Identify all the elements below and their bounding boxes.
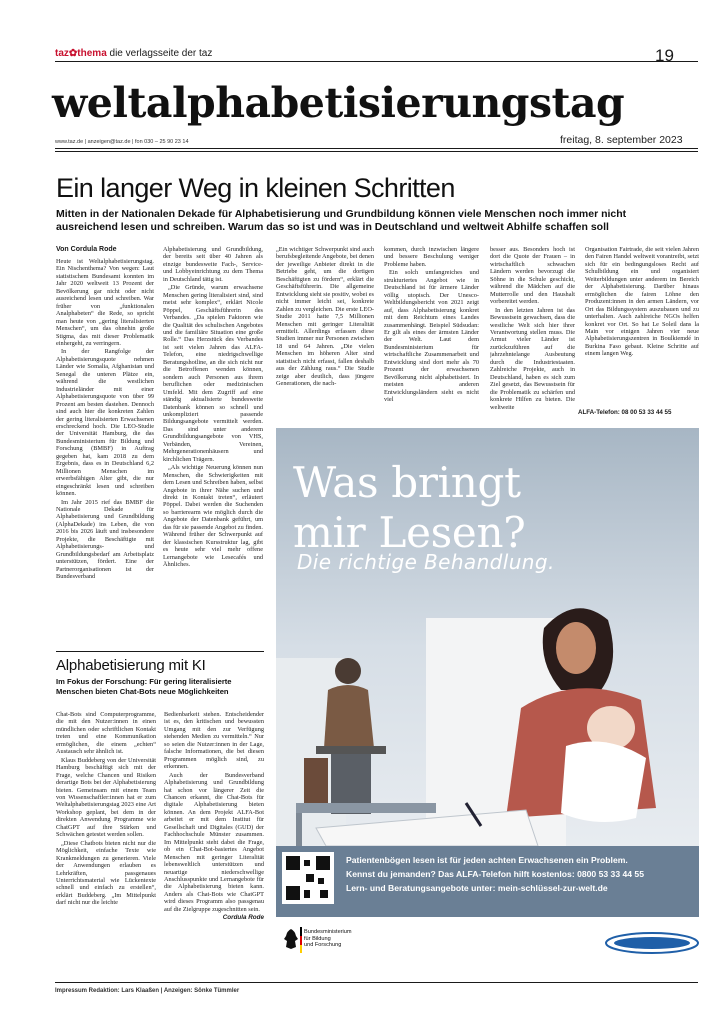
impressum: Impressum Redaktion: Lars Klaaßen | Anzeigen: Sönke Tümmler xyxy=(55,988,240,994)
brand-subtitle: die verlagsseite der taz xyxy=(106,48,213,59)
header-rule xyxy=(55,61,698,62)
brand-thema: thema xyxy=(77,48,107,59)
article-column-2 xyxy=(163,246,263,643)
brand-taz: taz xyxy=(55,48,69,59)
paragraph: Ein solch umfangreiches und strukturiertes Angebot wie in Deutschland ist für ärmere Länder völlig utopisch. Der Unesco-Weltbildungsbericht von 2021 zeigt auf, dass Alphabetisierung konkret mit dem Reichtum eines Landes zusammenhängt. Beispiel Südsudan: Er gilt als eines der ärmsten Länder der Welt. Laut dem Bundesministerium für wirtschaftliche Zusammenarbeit und Entwicklung sind dort mehr als 70 Prozent der erwachsenen Bevölkerung nicht alphabetisiert. In meisten anderen Entwicklungsländern sieht es nicht viel xyxy=(384,269,479,404)
ad-headline-line-1: Was bringt xyxy=(293,458,521,507)
contact-line: www.taz.de | anzeigen@taz.de | fon 030 – 25 90 23 14 xyxy=(55,139,189,145)
paragraph: kommen, durch inzwischen längere und bessere Beschulung weniger Probleme haben. xyxy=(384,246,479,268)
ki-article-title: Alphabetisierung mit KI xyxy=(56,657,206,674)
paragraph: Organisation Fairtrade, die seit vielen Jahren den Fairen Handel weltweit vorantreibt, setzt sich für ein bedingungsloses Recht auf Schulbildung ein und organisiert Weiterbildungen unter anderem im Bereich der Alphabetisierung. Darüber hinaus ermöglichen die fairen Löhne den Produzent:innen in den armen Ländern, vor Ort das Bildungssystem auszubauen und zu unterhalten. Auch zahlreiche NGOs helfen konkret vor Ort. So hat Le Soleil dans la Main vor einigen Jahren vier neue Alphabetisierungszentren in Boulkiemdé in Burkina Faso gebaut. Kleine Schritte auf einem langen Weg. xyxy=(585,246,699,358)
article-column-3 xyxy=(276,246,374,424)
paragraph: Heute ist Weltalphabetisierungstag. Ein Nischenthema? Von wegen: Laut statistischem Bundesamt konnten im Jahr 2020 weltweit 13 Prozent der Bevölkerung gar nicht oder nicht ausreichend lesen und schreiben. War früher von „funktionalen Analphabeten“ die Rede, so spricht man heute von „gering literalisierten Menschen“, um das ohnehin große Stigma, das mit dieser Problematik einhergeht, zu verringern. xyxy=(56,258,154,347)
bmbf-line: Bundesministerium xyxy=(304,929,352,935)
paragraph: In der Rangfolge der Alphabetisierungsquote nehmen Länder wie Somalia, Afghanistan und Senegal die unteren Plätze ein, während die westlichen Industrieländer mit einer Alphabetisierungsquote von über 99 Prozent am besten dastehen. Dennoch sind auch hier die konkreten Zahlen der gering literalisierten Erwachsenen erschreckend hoch. Die LEO-Studie der Universität Hamburg, die das Bundesministerium für Bildung und Forschung (BMBF) in Auftrag gegeben hat, kam 2018 zu dem Ergebnis, dass es in Deutschland 6,2 Millionen Menschen im erwerbsfähigen Alter gibt, die nur eingeschränkt lesen und schreiben können. xyxy=(56,348,154,498)
ki-column-2 xyxy=(164,711,264,976)
federal-eagle-icon xyxy=(283,927,299,951)
paragraph: „Die Gründe, warum erwachsene Menschen gering literalisiert sind, sind meist sehr komplex“, erklärt Nicole Pöppel, Geschäftsführerin des Verbandes. „Da spielen Faktoren wie die Qualität des schulischen Angebotes und die familiäre Situation eine große Rolle.“ Das Herzstück des Verbandes ist seit vielen Jahren das ALFA-Telefon, eine niedrigschwellige Beratungshotline, an die sich nicht nur die Betroffenen wenden können, sondern auch Personen aus ihrem beruflichen oder medizinischen Umfeld. Mit dem Zugriff auf eine ständig aktualisierte bundesweite Datenbank können so schnell und unkompliziert passende Bildungsangebote vermittelt werden. Das sind unter anderem Grundbildungsangebote von VHS, Verbänden, Vereinen, Mehrgenerationenhäusern und kirchlichen Trägern. xyxy=(163,284,263,463)
alfa-phone-line: ALFA-Telefon: 08 00 53 33 44 55 xyxy=(578,409,672,416)
ki-top-rule xyxy=(56,651,264,652)
bmbf-line: für Bildung xyxy=(304,935,331,942)
paragraph: besser aus. Besonders hoch ist dort die Quote der Frauen – in wirtschaftlich schwachen Ländern werden bevorzugt die Söhne in die Schule geschickt, während die Mädchen auf die Mutterrolle und den Haushalt vorbereitet werden. xyxy=(490,246,575,306)
paragraph: Chat-Bots sind Computerprogramme, die mit den Nutzer:innen in einen mündlichen oder schriftlichen Kontakt treten und eine Kommunikation ermöglichen, die einem „echten“ Austausch sehr ähnlich ist. xyxy=(56,711,156,756)
article-column-4 xyxy=(384,246,479,424)
paragraph: Klaus Buddeberg von der Universität Hamburg beschäftigt sich mit der Frage, welche Chancen und Risiken derartige Bots bei der Alphabetisierung bieten. Gemeinsam mit einem Team von Wissenschaftler:innen hat er zum Weltalphabetisierungstag 2023 eine Art Workshop geplant, bei dem in der direkten Anwendung Programme wie ChatGPT auf ihre Stärken und Schwächen getestet werden sollen. xyxy=(56,756,156,839)
ad-footer-line-1: Patientenbögen lesen ist für jeden achten Erwachsenen ein Problem. xyxy=(346,855,628,865)
bmbf-line: und Forschung xyxy=(304,942,342,949)
ad-footer-line-3: Lern- und Beratungsangebote unter: mein-schlüssel-zur-welt.de xyxy=(346,883,608,893)
ki-article-intro: Im Fokus der Forschung: Für gering literalisierte Menschen bieten Chat-Bots neue Möglichkeiten xyxy=(56,677,232,696)
advertisement xyxy=(276,428,699,917)
paragraph: „Als wichtige Neuerung können nun Menschen, die Schwierigkeiten mit dem Lesen und Schreiben haben, selbst Angebote in ihrer Nähe suchen und direkt in Kontakt treten“, erläutert Pöppel. Dabei werden die Suchenden so barrierearm wie möglich durch die Angebote der Datenbank geführt, um das für sie passende Angebot zu finden. Während früher der Schwerpunkt auf der klassischen Kursstruktur lag, gibt es heute sehr viel mehr offene Lernangebote wie Lesecafés und Ähnliches. xyxy=(163,464,263,569)
article-column-5 xyxy=(490,246,575,424)
article-column-6 xyxy=(585,246,699,406)
brand-logo: taz✿thema die verlagsseite der taz xyxy=(55,48,213,59)
ad-headline xyxy=(293,458,525,558)
bmbf-logo-text xyxy=(304,929,352,949)
ad-headline-line-2: mir Lesen? xyxy=(293,508,526,557)
article-headline: Ein langer Weg in kleinen Schritten xyxy=(56,173,455,203)
lesen-schreiben-logo xyxy=(604,931,700,955)
title-rule xyxy=(55,148,698,149)
paragraph: Auch der Bundesverband Alphabetisierung und Grundbildung hat schon vor längerer Zeit die Chancen erkannt, die Chat-Bots für digitale Alphabetisierung bieten können. An dem Projekt ALFA-Bot arbeitet er mit dem Institut für Gesellschaft und Digitales (GUD) der Fachhochschule Münster zusammen. Im Mittelpunkt steht dabei die Frage, ob ein Chat-Bot-basiertes Angebot Menschen mit geringer Literalität lebensweltlich unterstützen und neuartige niederschwellige Anschlusspunkte und Lernangebote für die Alphabetisierung bieten kann. Anders als Chat-Bots wie ChatGPT wird dieses Programm also passgenau auf die Zielgruppe zugeschnitten sein. xyxy=(164,771,264,913)
paragraph: Bedienbarkeit stehen. Entscheidender ist es, den kritischen und bewussten Umgang mit den zur Verfügung stehenden Medien zu vermitteln.“ Nur so seien die Nutzer:innen in der Lage, falsche Informationen, die bei diesen Programmen möglich sind, zu erkennen. xyxy=(164,711,264,771)
title-rule-thin xyxy=(55,151,698,152)
paragraph: Alphabetisierung und Grundbildung, der bereits seit über 40 Jahren als einzige bundesweite Fach-, Service- und Lobbyeinrichtung zu dem Thema in Deutschland tätig ist. xyxy=(163,246,263,283)
paragraph: „Ein wichtiger Schwerpunkt sind auch berufsbegleitende Angebote, bei denen der jeweilige Anbieter direkt in die Betriebe geht, um die dortigen Beschäftigten zu fördern“, erklärt die Geschäftsführerin. Die allgemeine Entwicklung sieht sie positiv, wobei es nicht immer leicht sei, konkrete Zahlen zu vergleichen. Die erste LEO-Studie 2011 hatte 7,5 Millionen Menschen mit geringer Literalität ermittelt. Allerdings erfassen diese Studien immer nur Personen zwischen 18 und 64 Jahren. „Die vielen Menschen im höheren Alter sind statistisch nicht erfasst, fallen deshalb aus der Zählung raus.“ Die Studie zeige aber deutlich, dass jüngere Generationen, die nach- xyxy=(276,246,374,388)
footer-rule xyxy=(55,982,698,983)
paragraph: Im Jahr 2015 rief das BMBF die Nationale Dekade für Alphabetisierung und Grundbildung (AlphaDekade) ins Leben, die von 2016 bis 2026 läuft und insbesondere Projekte, die Beschäftigte mit Alphabetisierungs- und Grundbildungsbedarf am Arbeitsplatz unterstützen, fördert. Eine der Partnerorganisationen ist der Bundesverband xyxy=(56,498,154,581)
issue-date: freitag, 8. september 2023 xyxy=(560,134,683,146)
paragraph: In den letzten Jahren ist das Bewusstsein gewachsen, dass die westliche Welt sich hier ihrer Verantwortung stellen muss. Die Armut vieler Länder ist zurückzuführen auf die jahrzehntelange Ausbeutung durch die Industriestaaten. Zahlreiche Projekte, auch in Deutschland, haben es sich zum Ziel gesetzt, das Bewusstsein für die Problematik zu schärfen und konkrete Hilfen zu bieten. Die weltweite xyxy=(490,306,575,411)
page-number: 19 xyxy=(655,46,674,65)
article-intro: Mitten in der Nationalen Dekade für Alphabetisierung und Grundbildung können viele Menschen noch immer nicht ausreichend lesen und schreiben. Warum das so ist und was in Deutschland und weltweit Abhilfe schaffen soll xyxy=(56,208,627,234)
ad-footer-line-2: Kennst du jemanden? Das ALFA-Telefon hilft kostenlos: 0800 53 33 44 55 xyxy=(346,869,644,879)
ki-column-1 xyxy=(56,711,156,976)
byline: Von Cordula Rode xyxy=(56,246,117,253)
section-title: weltalphabetisierungstag xyxy=(52,79,625,127)
ad-subline: Die richtige Behandlung. xyxy=(297,550,555,574)
paragraph: „Diese Chatbots bieten nicht nur die Möglichkeit, einfache Texte wie Krankmeldungen zu generieren. Viele der Anwendungen erlauben es Lehrkräften, passgenaues Unterrichtsmaterial wie Lückentexte schnell und einfach zu erstellen“, erklärt Buddeberg. „Im Mittelpunkt darf nicht nur die leichte xyxy=(56,839,156,907)
ki-author: Cordula Rode xyxy=(222,914,264,922)
flag-stripe xyxy=(300,927,302,953)
article-column-1 xyxy=(56,258,154,643)
